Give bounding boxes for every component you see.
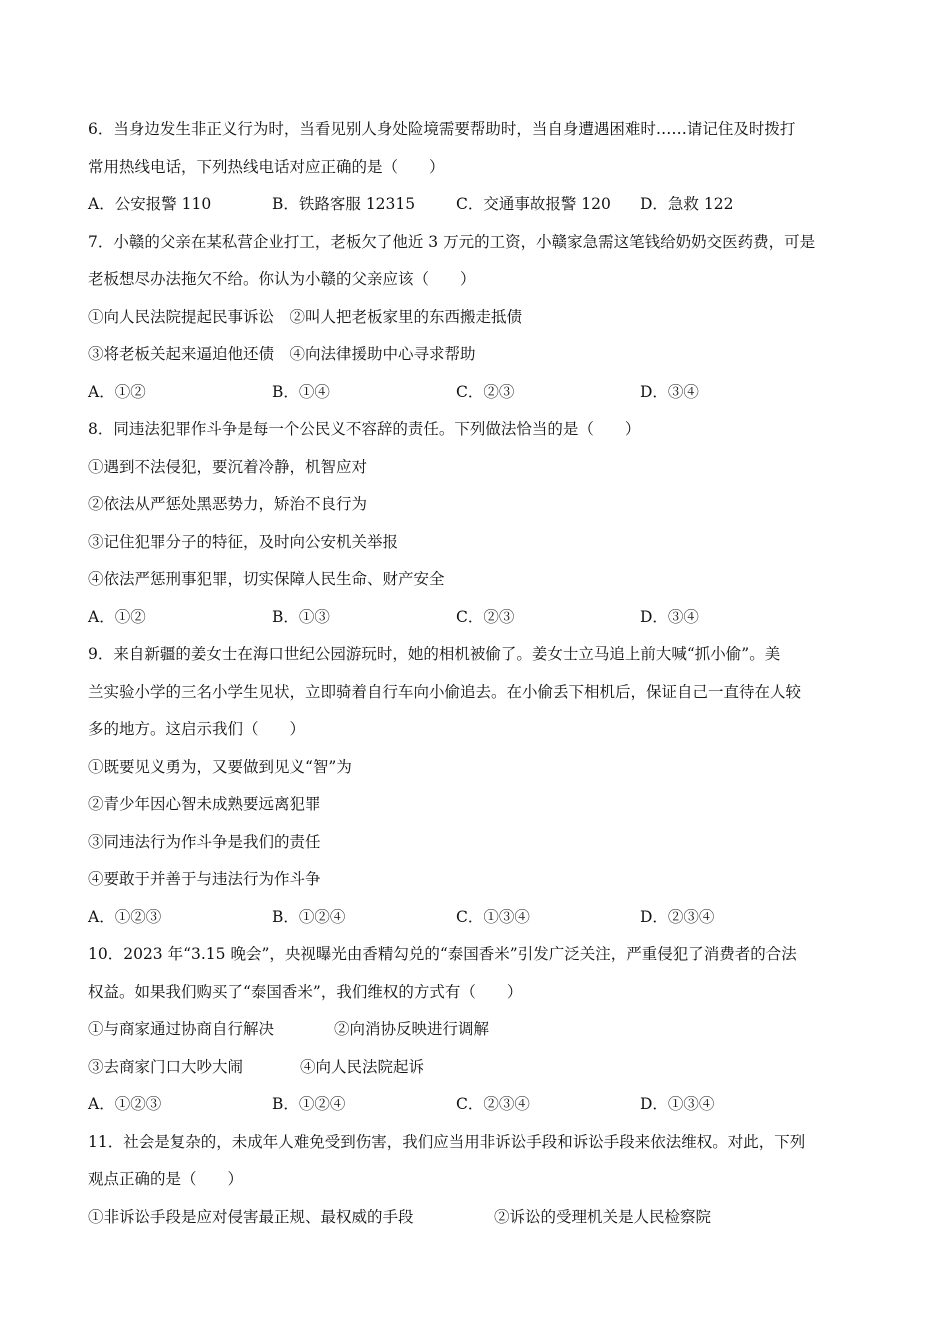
question-stem-line: 8．同违法犯罪作斗争是每一个公民义不容辞的责任。下列做法恰当的是（ ） [88, 420, 641, 438]
option-a: A．公安报警 110 [88, 195, 212, 213]
option-a: A．①②③ [88, 1095, 162, 1113]
option-a: A．①② [88, 607, 146, 626]
question-8 [88, 418, 868, 643]
statement-item: ①向人民法院提起民事诉讼 ②叫人把老板家里的东西搬走抵债 [88, 307, 523, 326]
answer-options [88, 906, 868, 944]
document-page [88, 118, 868, 1243]
statement-item: ③将老板关起来逼迫他还债 ④向法律援助中心寻求帮助 [88, 345, 476, 363]
option-b: B．①③ [272, 607, 330, 626]
question-6 [88, 118, 868, 231]
statement-item: ②依法从严惩处黑恶势力，矫治不良行为 [88, 495, 368, 513]
statement-item: ④向人民法院起诉 [300, 1057, 425, 1076]
question-stem-line: 多的地方。这启示我们（ ） [88, 720, 306, 738]
question-9 [88, 643, 868, 943]
statement-item: ③去商家门口大吵大闹 [88, 1057, 244, 1076]
option-b: B．①④ [272, 382, 330, 401]
statement-pair [88, 1056, 868, 1094]
option-c: C．②③④ [456, 1095, 530, 1113]
question-7 [88, 231, 868, 419]
statement-item: ④要敢于并善于与违法行为作斗争 [88, 870, 321, 888]
statement-item: ③记住犯罪分子的特征，及时向公安机关举报 [88, 532, 399, 551]
answer-options [88, 1093, 868, 1131]
question-stem-line: 老板想尽办法拖欠不给。你认为小赣的父亲应该（ ） [88, 270, 476, 288]
option-d: D．③④ [640, 607, 699, 626]
option-d: D．②③④ [640, 907, 715, 926]
statement-pair [88, 1018, 868, 1056]
statement-item: ②向消协反映进行调解 [334, 1020, 490, 1038]
question-11 [88, 1131, 868, 1244]
option-c: C．①③④ [456, 907, 530, 926]
option-b: B．铁路客服 12315 [272, 195, 416, 213]
question-stem-line: 权益。如果我们购买了“泰国香米”，我们维权的方式有（ ） [88, 982, 523, 1001]
question-stem-line: 7．小赣的父亲在某私营企业打工，老板欠了他近 3 万元的工资，小赣家急需这笔钱给奶奶交医药费，可是 [88, 232, 816, 251]
statement-item: ①非诉讼手段是应对侵害最正规、最权威的手段 [88, 1207, 414, 1226]
question-stem-line: 9．来自新疆的姜女士在海口世纪公园游玩时，她的相机被偷了。姜女士立马追上前大喊“抓小偷”。美 [88, 645, 781, 663]
statement-item: ①既要见义勇为，又要做到见义“智”为 [88, 757, 352, 776]
answer-options [88, 606, 868, 644]
answer-options [88, 193, 868, 231]
statement-item: ③同违法行为作斗争是我们的责任 [88, 832, 321, 851]
question-stem-line: 兰实验小学的三名小学生见状，立即骑着自行车向小偷追去。在小偷丢下相机后，保证自己一直待在人较 [88, 682, 802, 701]
question-stem-line: 观点正确的是（ ） [88, 1170, 244, 1188]
question-stem-line: 10．2023 年“3.15 晚会”，央视曝光由香精勾兑的“泰国香米”引发广泛关注，严重侵犯了消费者的合法 [88, 945, 797, 963]
option-c: C．②③ [456, 382, 515, 401]
question-stem-line: 常用热线电话，下列热线电话对应正确的是（ ） [88, 157, 445, 176]
question-stem-line: 6．当身边发生非正义行为时，当看见别人身处险境需要帮助时，当自身遭遇困难时……请记住及时拨打 [88, 120, 796, 138]
statement-item: ④依法严惩刑事犯罪，切实保障人民生命、财产安全 [88, 570, 445, 588]
option-d: D．①③④ [640, 1095, 715, 1113]
statement-item: ②诉讼的受理机关是人民检察院 [494, 1207, 712, 1226]
option-d: D．急救 122 [640, 195, 734, 213]
statement-item: ①遇到不法侵犯，要沉着冷静，机智应对 [88, 457, 368, 476]
option-b: B．①②④ [272, 1095, 346, 1113]
option-d: D．③④ [640, 382, 699, 401]
option-c: C．交通事故报警 120 [456, 195, 611, 213]
option-b: B．①②④ [272, 907, 346, 926]
statement-pair [88, 1206, 868, 1244]
answer-options [88, 381, 868, 419]
option-a: A．①②③ [88, 907, 162, 926]
option-c: C．②③ [456, 607, 515, 626]
question-10 [88, 943, 868, 1131]
option-a: A．①② [88, 382, 146, 401]
statement-item: ①与商家通过协商自行解决 [88, 1020, 275, 1038]
statement-item: ②青少年因心智未成熟要远离犯罪 [88, 795, 321, 813]
question-stem-line: 11．社会是复杂的，未成年人难免受到伤害，我们应当用非诉讼手段和诉讼手段来依法维权。对此，下列 [88, 1132, 806, 1151]
